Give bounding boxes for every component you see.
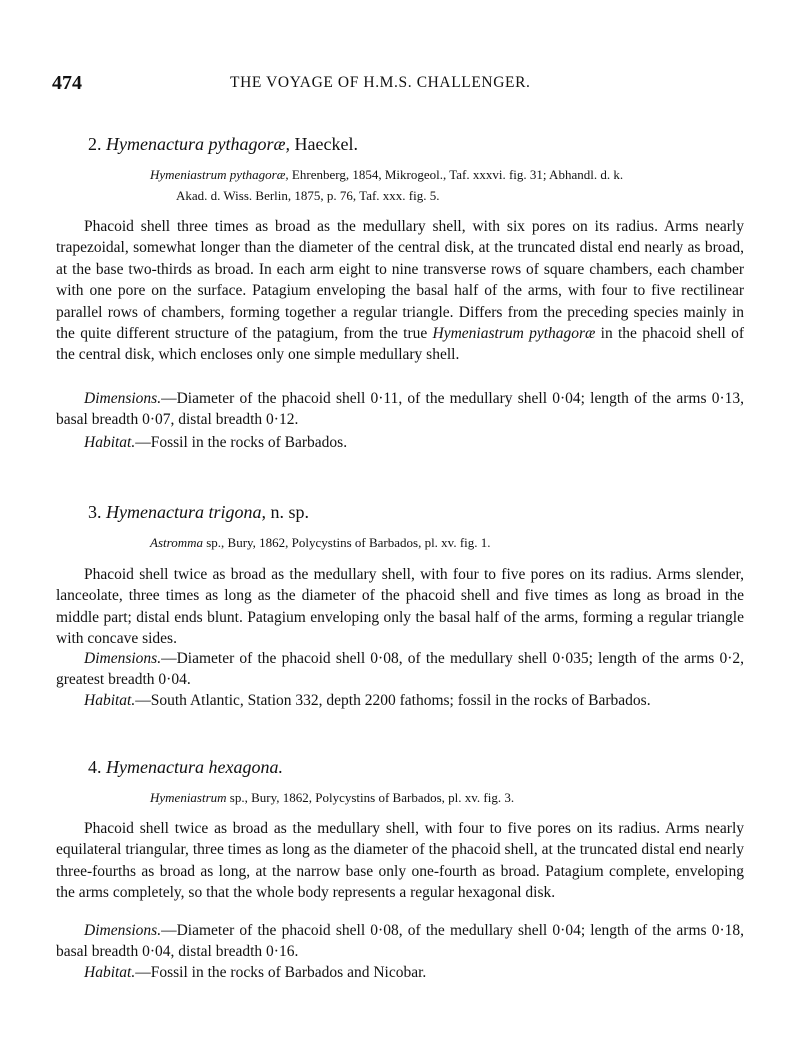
dimensions-line (56, 920, 744, 963)
dimensions-label: Dimensions. (84, 390, 162, 407)
habitat-line (56, 690, 744, 711)
habitat-label: Habitat. (84, 692, 136, 709)
habitat-label: Habitat. (84, 434, 136, 451)
synonym-genus: Hymeniastrum pythagoræ, (150, 167, 289, 182)
species-number: 3. (88, 502, 102, 522)
species-author: Haeckel. (294, 134, 358, 154)
dimensions-text: —Diameter of the phacoid shell 0·11, of the medullary shell 0·04; length of the arms 0·13, basal breadth 0·07, distal breadth 0·12. (56, 390, 744, 429)
synonym-line-1 (150, 532, 491, 553)
species-name: Hymenactura pythagoræ, (106, 134, 290, 154)
species-description: Phacoid shell three times as broad as the medullary shell, with six pores on its radius. Arms nearly trapezoidal, somewhat longer than the diameter of the central disk, at the truncated distal end nearly as broad, at the base two-thirds as broad. In each arm eight to nine transverse rows of square chambers, each chamber with one pore on the surface. Patagium enveloping the basal half of the arms, with four to five rectilinear parallel rows of chambers, forming together a regular triangle. Differs from the preceding species mainly in the quite different structure of the patagium, from the true Hymeniastrum pythagoræ in the phacoid shell of the central disk, which encloses only one simple medullary shell. (56, 218, 745, 364)
species-title (88, 757, 283, 778)
habitat-line (56, 432, 744, 453)
habitat-label: Habitat. (84, 964, 136, 981)
species-author: n. sp. (270, 502, 309, 522)
synonym-reference: sp., Bury, 1862, Polycystins of Barbados, pl. xv. fig. 1. (206, 535, 491, 550)
synonym-reference-cont: Akad. d. Wiss. Berlin, 1875, p. 76, Taf. xxx. fig. 5. (176, 188, 440, 203)
dimensions-label: Dimensions. (84, 650, 162, 667)
species-name: Hymenactura hexagona. (106, 757, 283, 777)
species-number: 4. (88, 757, 102, 777)
species-name: Hymenactura trigona, (106, 502, 266, 522)
synonym-genus: Astromma (150, 535, 203, 550)
synonym-reference: sp., Bury, 1862, Polycystins of Barbados, pl. xv. fig. 3. (229, 790, 515, 805)
dimensions-label: Dimensions. (84, 922, 162, 939)
species-number: 2. (88, 134, 102, 154)
habitat-text: —South Atlantic, Station 332, depth 2200 fathoms; fossil in the rocks of Barbados. (135, 692, 651, 709)
running-title: THE VOYAGE OF H.M.S. CHALLENGER. (230, 74, 531, 91)
description-genus-ref: Hymeniastrum pythagoræ (432, 325, 596, 343)
synonym-reference: Ehrenberg, 1854, Mikrogeol., Taf. xxxvi. fig. 31; Abhandl. d. k. (291, 167, 624, 182)
synonym-line-1 (150, 164, 623, 185)
dimensions-text: —Diameter of the phacoid shell 0·08, of the medullary shell 0·035; length of the arms 0·2, greatest breadth 0·04. (56, 650, 744, 689)
synonym-line-1 (150, 787, 514, 808)
species-title (88, 502, 309, 523)
synonym-line-2 (176, 185, 440, 206)
dimensions-text: —Diameter of the phacoid shell 0·08, of the medullary shell 0·04; length of the arms 0·18, basal breadth 0·04, distal breadth 0·16. (56, 922, 744, 961)
synonym-genus: Hymeniastrum (150, 790, 227, 805)
species-description: Phacoid shell twice as broad as the medullary shell, with four to five pores on its radius. Arms nearly equilateral triangular, three times as long as the diameter of the phacoid shell, at the truncated distal end nearly three-fourths as broad as long, at the narrow base only one-fourth as broad. Patagium complete, enveloping the arms completely, so that the whole body represents a regular hexagonal disk. (56, 820, 744, 902)
page-number: 474 (52, 72, 82, 94)
species-title (88, 134, 358, 155)
page-header (52, 72, 748, 98)
habitat-text: —Fossil in the rocks of Barbados and Nicobar. (135, 964, 427, 981)
habitat-text: —Fossil in the rocks of Barbados. (135, 434, 348, 451)
dimensions-line (56, 648, 744, 691)
habitat-line (56, 962, 744, 983)
dimensions-line (56, 388, 744, 431)
species-description: Phacoid shell twice as broad as the medullary shell, with four to five pores on its radius. Arms slender, lanceolate, three times as long as the diameter of the phacoid shell and five times as long as broad in the middle part; distal ends blunt. Patagium enveloping only the basal half of the arms, forming a regular triangle with concave sides. (56, 566, 744, 648)
